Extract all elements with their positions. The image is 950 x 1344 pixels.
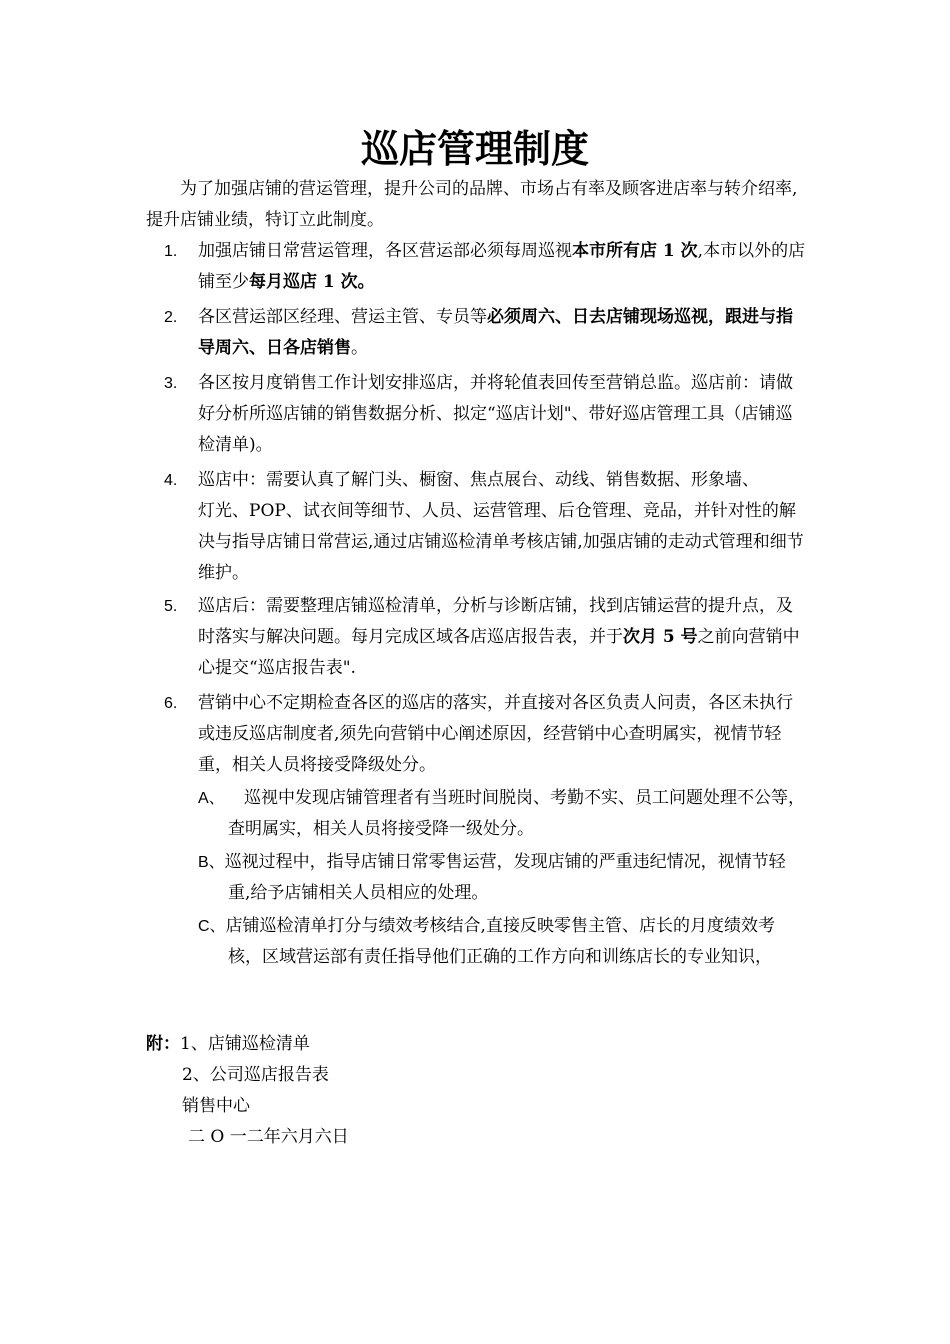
item-text: 灯光、POP、试衣间等细节、人员、运营管理、后仓管理、竞品，并针对性的解决与指导店铺日常营运,通过店铺巡检清单考核店铺,加强店铺的走动式管理和细节维护。 [198, 501, 804, 583]
sub-item [146, 911, 808, 973]
item-text: 各区营运部区经理、营运主管、专员等 [198, 307, 487, 327]
item-number: 1. [164, 243, 178, 260]
list-item [146, 688, 808, 781]
item-text: 巡店后：需要整理店铺巡检清单，分析与诊断店铺，找到店铺运营的提升点，及时落实与解决问题。每月完成区域各店巡店报告表，并于 [198, 596, 793, 647]
list-item [146, 465, 808, 589]
item-number: 2. [164, 309, 178, 326]
item-text: ,本市以外的店铺至少 [198, 241, 806, 292]
department-signature: 销售中心 [182, 1096, 250, 1116]
sub-item-label: C、 [198, 918, 226, 935]
sub-item-text: 巡视中发现店铺管理者有当班时间脱岗、考勤不实、员工问题处理不公等，查明属实，相关人员将接受降一级处分。 [228, 788, 805, 839]
item-number: 5. [164, 598, 178, 615]
list-item [146, 236, 808, 298]
item-bold-text: 本市所有店 1 次 [572, 241, 698, 261]
item-bold-text: 每月巡店 1 次。 [249, 272, 375, 292]
sub-item-label: B、 [198, 854, 225, 871]
item-text: 各区按月度销售工作计划安排巡店，并将轮值表回传至营销总监。巡店前：请做好分析所巡店铺的销售数据分析、拟定“巡店计划"、带好巡店管理工具（店铺巡检清单)。 [198, 373, 793, 455]
sub-item [146, 783, 808, 845]
document-title: 巡店管理制度 [360, 126, 589, 171]
appendix-row [146, 1029, 546, 1060]
appendix-item: 1、店铺巡检清单 [180, 1034, 310, 1054]
item-number: 3. [164, 375, 178, 392]
intro-paragraph: 为了加强店铺的营运管理，提升公司的品牌、市场占有率及顾客进店率与转介绍率,提升店铺业绩，特订立此制度。 [146, 179, 798, 230]
item-bold-text: 次月 5 号 [623, 627, 698, 647]
appendix-label: 附： [146, 1034, 180, 1054]
item-text: 。 [351, 338, 368, 358]
item-text: 之前向营销中心提交“巡店报告表". [198, 627, 800, 678]
sub-item-text: 巡视过程中，指导店铺日常零售运营，发现店铺的严重违纪情况，视情节轻重,给予店铺相关人员相应的处理。 [224, 852, 786, 903]
item-text: 巡店中：需要认真了解门头、橱窗、焦点展台、动线、销售数据、形象墙、 [198, 470, 759, 490]
sub-item-label: A、 [198, 790, 225, 807]
list-item [146, 591, 808, 684]
item-number: 6. [164, 695, 178, 712]
item-bold-text: 必须周六、日去店铺现场巡视，跟进与指导周六、日各店销售 [198, 307, 793, 358]
list-item [146, 302, 808, 364]
document-date: 二 O 一二年六月六日 [188, 1127, 349, 1147]
item-number: 4. [164, 472, 178, 489]
item-text: 营销中心不定期检查各区的巡店的落实，并直接对各区负责人问责，各区未执行或违反巡店制度者,须先向营销中心阐述原因，经营销中心查明属实，视情节轻重，相关人员将接受降级处分。 [198, 693, 793, 775]
appendix-item: 2、公司巡店报告表 [182, 1065, 329, 1085]
appendix-row [146, 1060, 546, 1091]
list-item [146, 368, 808, 461]
sub-item [146, 847, 808, 909]
rules-list [146, 236, 808, 973]
item-text: 加强店铺日常营运管理，各区营运部必须每周巡视 [198, 241, 572, 261]
sub-item-text: 店铺巡检清单打分与绩效考核结合,直接反映零售主管、店长的月度绩效考核，区域营运部有责任指导他们正确的工作方向和训练店长的专业知识， [225, 916, 775, 967]
appendix [146, 1029, 546, 1153]
